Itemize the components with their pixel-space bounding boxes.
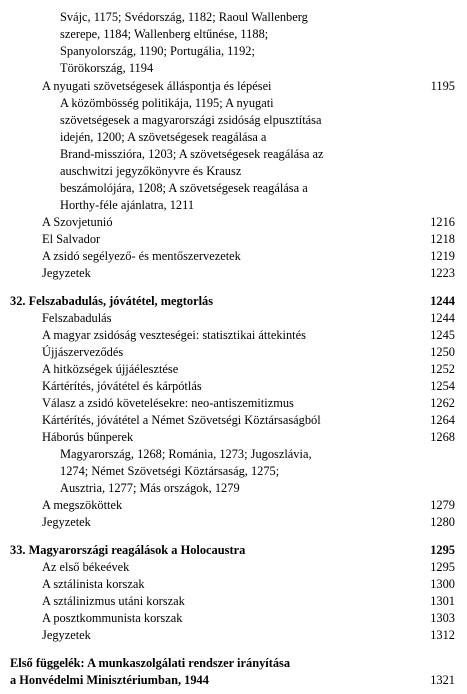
toc-entry-text: 32. Felszabadulás, jóvátétel, megtorlás bbox=[10, 294, 214, 308]
toc-line bbox=[0, 128, 467, 146]
toc-page-number: 1223 bbox=[430, 266, 455, 280]
toc-entry-text: A sztálinista korszak bbox=[42, 577, 145, 591]
toc-line bbox=[0, 25, 467, 43]
toc-line bbox=[0, 394, 467, 412]
toc-entry-text: Ausztria, 1277; Más országok, 1279 bbox=[60, 481, 240, 495]
toc-line bbox=[0, 59, 467, 77]
toc-line bbox=[0, 42, 467, 60]
toc-line bbox=[0, 77, 467, 95]
toc-page-number: 1295 bbox=[430, 560, 455, 574]
toc-page-number: 1312 bbox=[430, 628, 455, 642]
toc-entry-text: Törökország, 1194 bbox=[60, 61, 154, 75]
toc-line bbox=[0, 145, 467, 163]
toc-page-number: 1279 bbox=[430, 498, 455, 512]
toc-line bbox=[0, 196, 467, 214]
toc-line bbox=[0, 626, 467, 644]
toc-line bbox=[0, 326, 467, 344]
toc-page-number: 1219 bbox=[430, 249, 455, 263]
toc-entry-text: Jegyzetek bbox=[42, 266, 91, 280]
toc-entry-text: A megszököttek bbox=[42, 498, 123, 512]
toc-entry-text: A közömbösség politikája, 1195; A nyugati bbox=[60, 96, 274, 110]
toc-entry-text: szerepe, 1184; Wallenberg eltűnése, 1188; bbox=[60, 27, 269, 41]
toc-entry-text: A magyar zsidóság veszteségei: statisztikai áttekintés bbox=[42, 328, 306, 342]
toc-entry-text: A posztkommunista korszak bbox=[42, 611, 183, 625]
toc-appendix-heading bbox=[0, 654, 467, 672]
toc-entry-text: A hitközségek újjáélesztése bbox=[42, 362, 179, 376]
toc-page-number: 1300 bbox=[430, 577, 455, 591]
toc-page-number: 1301 bbox=[430, 594, 455, 608]
toc-entry-text: Felszabadulás bbox=[42, 311, 112, 325]
toc-entry-text: beszámolójára, 1208; A szövetségesek reagálása a bbox=[60, 181, 308, 195]
toc-page-number: 1303 bbox=[430, 611, 455, 625]
toc-line bbox=[0, 592, 467, 610]
toc-entry-text: Jegyzetek bbox=[42, 628, 91, 642]
toc-page-number: 1250 bbox=[430, 345, 455, 359]
toc-page-number: 1244 bbox=[430, 311, 455, 325]
toc-entry-text: Első függelék: A munkaszolgálati rendszer irányítása bbox=[10, 656, 291, 670]
toc-line bbox=[0, 496, 467, 514]
toc-entry-text: A nyugati szövetségesek álláspontja és lépései bbox=[42, 79, 272, 93]
toc-entry-text: Újjászerveződés bbox=[42, 345, 124, 359]
toc-entry-text: auschwitzi jegyzőkönyvre és Krausz bbox=[60, 164, 242, 178]
toc-line bbox=[0, 179, 467, 197]
toc-entry-text: Válasz a zsidó követelésekre: neo-antiszemitizmus bbox=[42, 396, 294, 410]
toc-line bbox=[0, 428, 467, 446]
toc-entry-text: Háborús bűnperek bbox=[42, 430, 134, 444]
toc-entry-text: a Honvédelmi Minisztériumban, 1944 bbox=[10, 673, 209, 687]
toc-line bbox=[0, 111, 467, 129]
toc-chapter-heading bbox=[0, 292, 467, 310]
toc-entry-text: Svájc, 1175; Svédország, 1182; Raoul Wallenberg bbox=[60, 10, 308, 24]
toc-entry-text: szövetségesek a magyarországi zsidóság elpusztítása bbox=[60, 113, 322, 127]
toc-page-number: 1254 bbox=[430, 379, 455, 393]
toc-line bbox=[0, 8, 467, 26]
toc-page-number: 1216 bbox=[430, 215, 455, 229]
toc-page-number: 1218 bbox=[430, 232, 455, 246]
toc-page-number: 1252 bbox=[430, 362, 455, 376]
toc-page-number: 1264 bbox=[430, 413, 455, 427]
toc-page-number: 1295 bbox=[430, 543, 455, 557]
toc-entry-text: Magyarország, 1268; Románia, 1273; Jugoszlávia, bbox=[60, 447, 312, 461]
toc-entry-text: Az első békeévek bbox=[42, 560, 130, 574]
toc-line bbox=[0, 462, 467, 480]
toc-entry-text: Kártérítés, jóvátétel és kárpótlás bbox=[42, 379, 202, 393]
toc-appendix-heading bbox=[0, 671, 467, 689]
toc-page-number: 1244 bbox=[430, 294, 455, 308]
toc-entry-text: A Szovjetunió bbox=[42, 215, 113, 229]
toc-entry-text: 33. Magyarországi reagálások a Holocaustra bbox=[10, 543, 246, 557]
toc-entry-text: Jegyzetek bbox=[42, 515, 91, 529]
toc-line bbox=[0, 162, 467, 180]
toc-line bbox=[0, 343, 467, 361]
toc-page-number: 1268 bbox=[430, 430, 455, 444]
toc-line bbox=[0, 411, 467, 429]
toc-entry-text: Horthy-féle ajánlatra, 1211 bbox=[60, 198, 195, 212]
toc-line bbox=[0, 575, 467, 593]
toc-line bbox=[0, 230, 467, 248]
toc-page-number: 1321 bbox=[430, 673, 455, 687]
toc-line bbox=[0, 247, 467, 265]
toc-line bbox=[0, 558, 467, 576]
toc-page-number: 1262 bbox=[430, 396, 455, 410]
toc-entry-text: 1274; Német Szövetségi Köztársaság, 1275; bbox=[60, 464, 280, 478]
toc-entry-text: Spanyolország, 1190; Portugália, 1192; bbox=[60, 44, 255, 58]
toc-line bbox=[0, 264, 467, 282]
toc-entry-text: A sztálinizmus utáni korszak bbox=[42, 594, 185, 608]
toc-page-number: 1280 bbox=[430, 515, 455, 529]
toc-line bbox=[0, 609, 467, 627]
toc-line bbox=[0, 479, 467, 497]
toc-line bbox=[0, 445, 467, 463]
toc-line bbox=[0, 360, 467, 378]
toc-entry-text: idején, 1200; A szövetségesek reagálása a bbox=[60, 130, 267, 144]
toc-entry-text: Kártérítés, jóvátétel a Német Szövetségi Köztársaságból bbox=[42, 413, 321, 427]
toc-page-number: 1245 bbox=[430, 328, 455, 342]
toc-line bbox=[0, 213, 467, 231]
toc-entry-text: El Salvador bbox=[42, 232, 101, 246]
toc-entry-text: A zsidó segélyező- és mentőszervezetek bbox=[42, 249, 241, 263]
toc-line bbox=[0, 309, 467, 327]
toc-page-number: 1195 bbox=[430, 79, 455, 93]
toc-line bbox=[0, 513, 467, 531]
toc-entry-text: Brand-misszióra, 1203; A szövetségesek reagálása az bbox=[60, 147, 324, 161]
toc-line bbox=[0, 377, 467, 395]
toc-line bbox=[0, 94, 467, 112]
toc-chapter-heading bbox=[0, 541, 467, 559]
